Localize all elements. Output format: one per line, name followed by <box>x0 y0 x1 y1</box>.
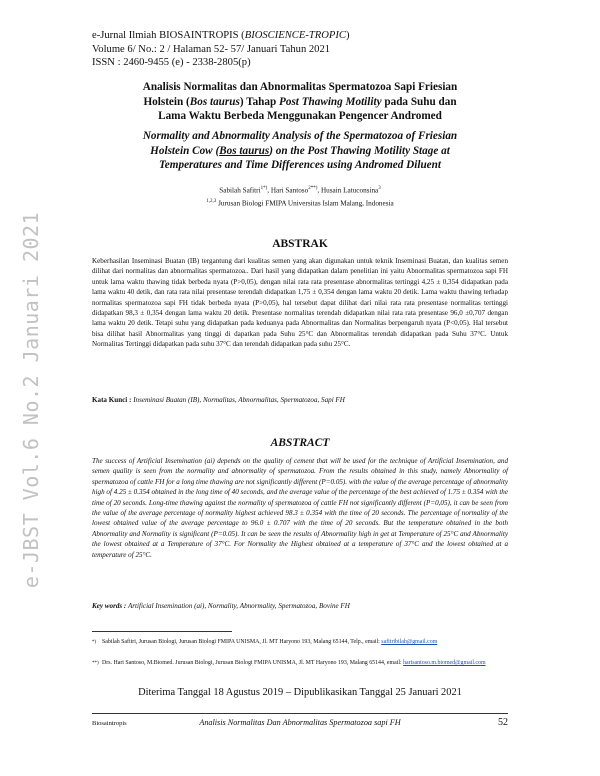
footnote-1-text: Sabilah Safitri, Jurusan Biologi, Jurusan Biologi FMIPA UNISMA, Jl. MT Haryono 193, Malang 65144, Telp., email: <box>102 639 380 645</box>
title-en-line3: Temperatures and Time Differences using Andromed Diluent <box>159 159 441 172</box>
author-block <box>100 183 500 210</box>
title-english <box>100 129 500 173</box>
footnote-1-mark: *) <box>92 640 97 645</box>
title-en-l2c: ) on the Post Thawing Motility Stage at <box>269 144 450 157</box>
title-id-line2 <box>100 95 500 110</box>
abstract-keywords <box>92 601 508 611</box>
affiliation-line <box>100 196 500 209</box>
abstrak-keywords <box>92 395 508 405</box>
abstrak-heading: ABSTRAK <box>272 238 328 250</box>
author-3: Husain Latuconsina <box>320 186 379 195</box>
title-id-line3: Lama Waktu Berbeda Menggunakan Pengencer Andromed <box>158 110 442 123</box>
footer-journal: Biosaintropis <box>92 720 127 727</box>
title-id-line1: Analisis Normalitas dan Abnormalitas Spermatozoa Sapi Friesian <box>142 81 458 93</box>
footnote-1-email-link[interactable]: safitribilah@gmail.com <box>381 639 438 645</box>
title-en-line1: Normality and Abnormality Analysis of the Spermatozoa of Friesian <box>142 130 458 142</box>
author-1: Sabilah Safitri <box>219 186 261 195</box>
journal-name-close: ) <box>345 30 350 41</box>
title-en-l2a: Holstein Cow ( <box>150 144 220 157</box>
abstrak-keywords-text: Inseminasi Buatan (IB), Normalitas, Abnormalitas, Spermatozoa, Sapi FH <box>131 396 345 404</box>
affiliation: Jurusan Biologi FMIPA Universitas Islam Malang, Indonesia <box>218 199 394 208</box>
journal-name <box>92 29 349 43</box>
journal-name-italic: BIOSCIENCE-TROPIC <box>244 30 346 41</box>
journal-issn: ISSN : 2460-9455 (e) - 2338-2805(p) <box>92 57 251 69</box>
footnote-2-text: Drs. Hari Santoso, M.Biomed. Jurusan Biologi, Jurusan Biologi FMIPA UNISMA, Jl. MT Haryono 193, Malang 65144, email: <box>102 660 402 666</box>
side-watermark <box>17 100 45 700</box>
author-2-mark: 2**) <box>308 186 318 191</box>
footnote-2-body <box>102 659 508 668</box>
footnote-divider <box>92 631 232 632</box>
author-2: Hari Santoso <box>270 186 309 195</box>
footnote-1-body <box>102 638 508 647</box>
abstract-body: The success of Artificial Insemination (ai) depends on the quality of cement that will be used for the technique of Artificial Insemination, and semen quality is seen from the normality and abnormality of spermatozoa. From the results obtained in this study, namely Abnormality of spermatozoa of cattle FH for a long time thawing are not significantly different (P=0.05). with the value of the average percentage of abnormality high of 4.25 ± 0.354 obtained in the long time of 40 seconds, and the average value of the percentage of the best achieved of 1.75 ± 0.354 with the time of 20 seconds. Long-time thawing against the normality of spermatozoa of cattle FH not significantly different (P=0,05), it can be seen from the value of the average percentage of normality highest achieved 98.3 ± 0.354 with the time of 20 seconds. The percentage of normality of the lowest obtained value of the average percentage to 96.0 ± 0.707 with the time of 20 seconds. But the temperature obtained in the both Abnormality and Normality is significant (P=0.05). It can be seen the results of Abnormality high in get at Temperature of 25°C and Abnormality the lowest obtained at a Temperature of 37°C. For Normality the Highest obtained at a temperature of 37°C and the lowest obtained at a temperature of 25°C. <box>92 457 508 559</box>
footer-divider <box>92 713 508 714</box>
author-1-mark: 1*) <box>260 186 268 191</box>
abstrak-body: Keberhasilan Inseminasi Buatan (IB) tergantung dari kualitas semen yang akan digunakan untuk teknik Inseminasi Buatan, dan kualitas semen dilihat dari normalitas dan abnormalitas spermatozoa.. Dari hasil yang didapatkan dalam penelitian ini yaitu Abnormalitas spermatozoa sapi FH untuk lama waktu thawing tidak berbeda nyata (P>0,05), dengan nilai rata rata presentase abnormalitas tertinggi 4,25 ± 0,354 didapatkan pada lama waktu 40 detik, dan rata rata nilai presentase terendah didapatkan 1,75 ± 0,354 dengan lama waktu 20 detik. Lama waktu thawing terhadap normalitas spermatozoa sapi FH tidak berbeda nyata (P>0,05), hal tersebut dapat dilihat dari nilai rata rata presentase normalitas tertinggi didapatkan 98,3 ± 0,354 dengan lama waktu 20 detik. Presentase normalitas terendah didapatkan nilai rata rata presentase 96,0 ±0,707 dengan lama waktu 20 detik. Tetapi suhu yang didapatkan pada keduanya pada Abnormalitas dan Normalitas berpengaruh nyata (P<0,05). Hal tersebut bisa dilihat hasil Abnormalitas yang tinggi di dapatkan pada Suhu 25°C dan Abnormalitas terendah didapatkan pada Suhu 37°C. Untuk Normalitas Tertinggi didapatkan pada suhu 37°C dan terendah didapatkan pada suhu 25°C. <box>92 257 508 349</box>
title-id-l2d: Post Thawing Motility <box>279 95 382 108</box>
footer-running-title: Analisis Normalitas Dan Abnormalitas Spermatozoa sapi FH <box>199 718 401 727</box>
received-date: Diterima Tanggal 18 Agustus 2019 – Dipublikasikan Tanggal 25 Januari 2021 <box>138 687 462 698</box>
author-line: Sabilah Safitri$^{1*)}$, Hari Santoso$^{2**)}$, Husain Latuconsina$^3$ <box>219 186 381 195</box>
abstract-keywords-text: Artificial Insemination (ai), Normality, Abnormality, Spermatozoa, Bovine FH <box>126 602 350 610</box>
journal-volume: Volume 6/ No.: 2 / Halaman 52- 57/ Januari Tahun 2021 <box>92 43 331 55</box>
page-number: 52 <box>498 717 508 728</box>
abstract-heading: ABSTRACT <box>270 437 330 449</box>
journal-header <box>92 29 349 70</box>
title-en-line2 <box>100 144 500 159</box>
footnote-2-email-link[interactable]: harisantoso.m.biomed@gmail.com <box>403 660 486 666</box>
title-id-l2e: pada Suhu dan <box>381 95 457 108</box>
footnote-1 <box>92 638 508 647</box>
title-en-l2b: Bos taurus <box>219 144 270 157</box>
title-id-l2a: Holstein ( <box>143 95 190 108</box>
footnote-2-mark: **) <box>92 661 99 666</box>
abstrak-keywords-label: Kata Kunci : <box>92 396 132 404</box>
affiliation-mark: 1,2,3 <box>206 199 217 205</box>
title-indonesian <box>100 80 500 124</box>
journal-name-text: e-Jurnal Ilmiah BIOSAINTROPIS ( <box>92 30 245 41</box>
watermark-text: e-JBST Vol.6 No.2 Januari 2021 <box>19 211 43 589</box>
author-3-mark: 3 <box>378 186 381 191</box>
title-id-l2c: ) Tahap <box>239 95 280 108</box>
footnote-2 <box>92 659 508 668</box>
title-id-l2b: Bos taurus <box>189 95 240 108</box>
abstract-keywords-label: Key words : <box>92 602 127 610</box>
